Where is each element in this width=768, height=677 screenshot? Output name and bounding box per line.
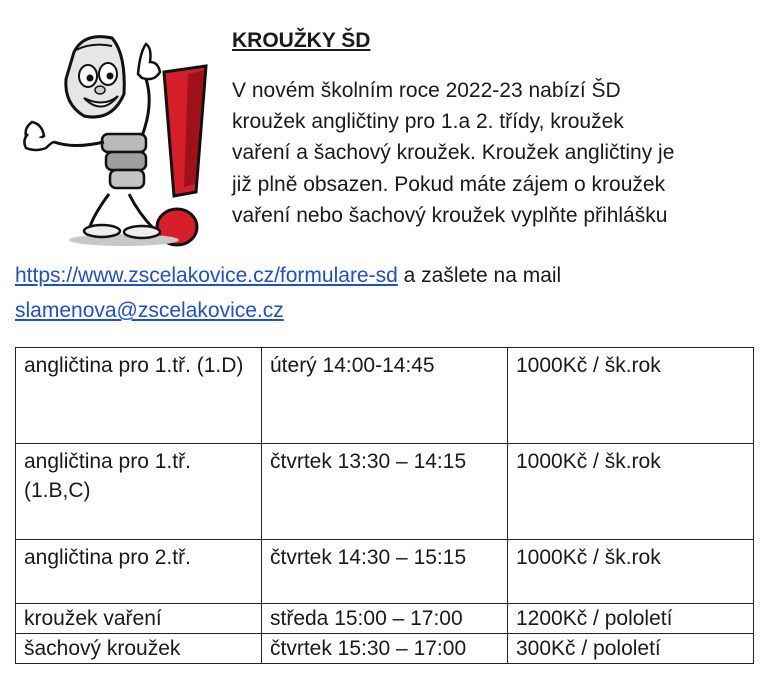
time-cell: středa 15:00 – 17:00: [262, 604, 508, 634]
price-cell: 1000Kč / šk.rok: [508, 444, 754, 540]
table-row: [16, 348, 754, 444]
intro-paragraph: [232, 75, 752, 231]
table-row: [16, 444, 754, 540]
form-link[interactable]: https://www.zscelakovice.cz/formulare-sd: [15, 264, 398, 287]
time-cell: úterý 14:00-14:45: [262, 348, 508, 444]
after-link-text: a zašlete na mail: [397, 264, 562, 287]
mascot-exclamation-icon: [14, 24, 214, 249]
intro-line: vaření nebo šachový kroužek vyplňte přihlášku: [232, 203, 668, 227]
intro-line: V novém školním roce 2022-23 nabízí ŠD: [232, 79, 621, 102]
time-cell: čtvrtek 13:30 – 14:15: [262, 444, 508, 540]
intro-line: již plně obsazen. Pokud máte zájem o kroužek: [232, 172, 666, 196]
activity-cell: angličtina pro 2.tř.: [16, 540, 262, 604]
table-row: [16, 540, 754, 604]
schedule-table: [15, 347, 754, 664]
price-cell: 1200Kč / pololetí: [508, 604, 754, 634]
activity-cell: šachový kroužek: [16, 634, 262, 664]
time-cell: čtvrtek 15:30 – 17:00: [262, 634, 508, 664]
price-cell: 1000Kč / šk.rok: [508, 348, 754, 444]
email-link[interactable]: slamenova@zscelakovice.cz: [15, 299, 284, 322]
intro-line: vaření a šachový kroužek. Kroužek angličtiny je: [232, 141, 675, 165]
activity-cell: kroužek vaření: [16, 604, 262, 634]
activity-cell: angličtina pro 1.tř. (1.B,C): [16, 444, 262, 540]
activity-cell: angličtina pro 1.tř. (1.D): [16, 348, 262, 444]
table-row: [16, 604, 754, 634]
email-line: [15, 293, 755, 328]
form-link-line: [15, 258, 755, 293]
price-cell: 1000Kč / šk.rok: [508, 540, 754, 604]
time-cell: čtvrtek 14:30 – 15:15: [262, 540, 508, 604]
contact-paragraph: [15, 258, 755, 328]
page-title: KROUŽKY ŠD: [232, 29, 371, 52]
price-cell: 300Kč / pololetí: [508, 634, 754, 664]
intro-line: kroužek angličtiny pro 1.a 2. třídy, kroužek: [232, 110, 624, 134]
table-row: [16, 634, 754, 664]
